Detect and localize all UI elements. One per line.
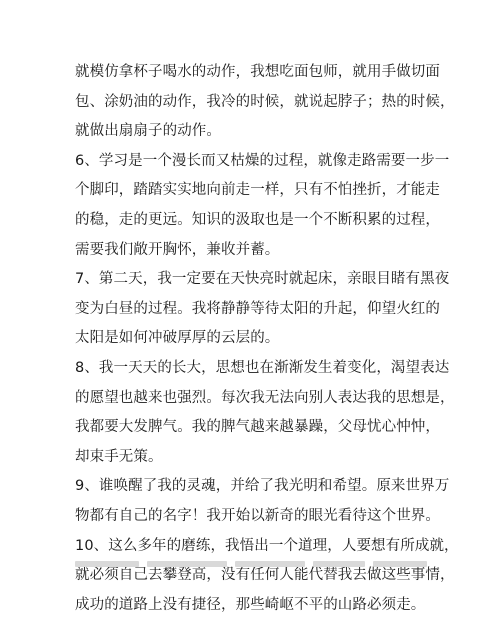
cut-off-text-line (75, 550, 427, 570)
text-line: 的愿望也越来也强烈。每次我无法向别人表达我的思想是， (75, 389, 455, 406)
text-line: 6、学习是一个漫长而又枯燥的过程，就像走路需要一步一 (75, 152, 450, 169)
text-line: 个脚印，踏踏实实地向前走一样，只有不怕挫折，才能走 (75, 182, 440, 199)
text-line: 需要我们敞开胸怀，兼收并蓄。 (75, 241, 280, 258)
text-line: 就必须自己去攀登高，没有任何人能代替我去做这些事情， (75, 567, 455, 584)
text-line: 太阳是如何冲破厚厚的云层的。 (75, 330, 280, 347)
text-line: 成功的道路上没有捷径，那些崎岖不平的山路必须走。 (75, 596, 426, 613)
text-line: 包、涂奶油的动作，我冷的时候，就说起脖子；热的时候， (75, 93, 455, 110)
text-line: 的稳，走的更远。知识的汲取也是一个不断积累的过程， (75, 211, 440, 228)
text-line: 就做出扇扇子的动作。 (75, 123, 221, 140)
text-line: 我都要大发脾气。我的脾气越来越暴躁，父母忧心忡忡， (75, 419, 440, 436)
text-line: 9、谁唤醒了我的灵魂，并给了我光明和希望。原来世界万 (75, 478, 450, 495)
text-line: 8、我一天天的长大，思想也在渐渐发生着变化，渴望表达 (75, 359, 450, 376)
text-line: 物都有自己的名字！我开始以新奇的眼光看待这个世界。 (75, 507, 440, 524)
text-line: 10、这么多年的磨练，我悟出一个道理，人要想有所成就， (75, 537, 459, 554)
document-body (75, 58, 459, 620)
text-line: 却束手无策。 (75, 448, 163, 465)
text-line: 变为白昼的过程。我将静静等待太阳的升起，仰望火红的 (75, 300, 440, 317)
text-line: 就模仿拿杯子喝水的动作，我想吃面包师，就用手做切面 (75, 64, 440, 80)
text-line: 7、第二天，我一定要在天快亮时就起床，亲眼目睹有黑夜 (75, 271, 450, 288)
